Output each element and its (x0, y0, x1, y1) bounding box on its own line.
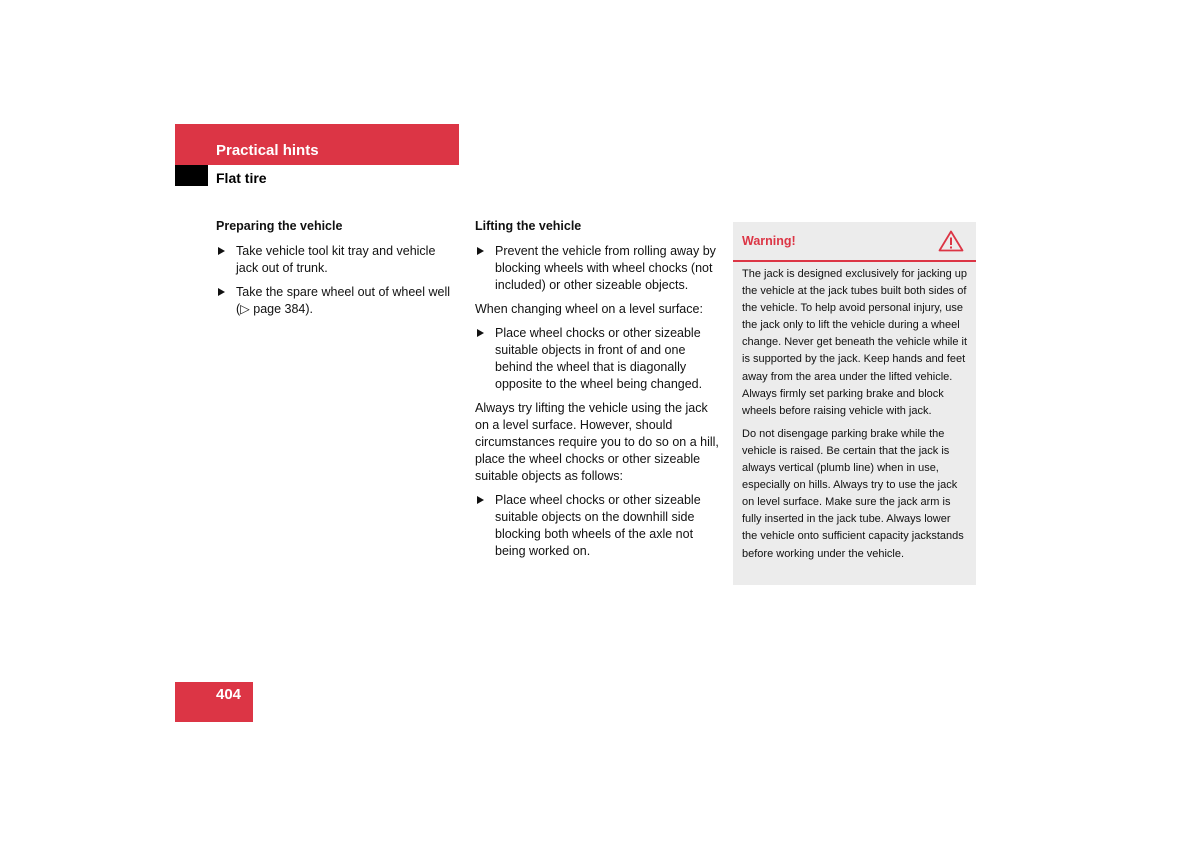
subsection-title: Flat tire (216, 170, 267, 186)
warning-header (733, 222, 976, 262)
bullet-text: Place wheel chocks or other sizeable suitable objects on the downhill side blocking both wheels of the axle not being worked on. (495, 493, 701, 558)
bullet-arrow-icon (477, 329, 484, 337)
warning-triangle-icon (938, 230, 964, 252)
bullet-text: Place wheel chocks or other sizeable suitable objects in front of and one behind the wheel that is diagonally opposite to the wheel being changed. (495, 326, 703, 391)
section-title: Practical hints (216, 142, 319, 159)
page-number: 404 (216, 686, 242, 703)
bullet-arrow-icon (477, 247, 484, 255)
bullet-text: Take vehicle tool kit tray and vehicle jack out of trunk. (236, 244, 436, 275)
list-item (475, 325, 720, 393)
preparing-heading: Preparing the vehicle (216, 219, 343, 233)
list-item (216, 284, 461, 318)
subsection-marker (175, 165, 208, 186)
paragraph: When changing wheel on a level surface: (475, 302, 703, 316)
warning-title: Warning! (742, 234, 796, 248)
warning-body (733, 262, 976, 563)
bullet-arrow-icon (477, 496, 484, 504)
list-item (475, 492, 720, 560)
list-item (475, 243, 720, 294)
bullet-arrow-icon (218, 288, 225, 296)
bullet-text: Prevent the vehicle from rolling away by blocking wheels with wheel chocks (not included) or other sizeable objects. (495, 244, 716, 292)
warning-box (733, 222, 976, 585)
middle-column (475, 218, 720, 567)
list-item (216, 243, 461, 277)
warning-paragraph: Do not disengage parking brake while the vehicle is raised. Be certain that the jack is always vertical (plumb line) when in use, especially on hills. Always try to use the jack on level surface. Make sure the jack arm is fully inserted in the jack tube. Always lower the vehicle onto sufficient capacity jackstands before working under the vehicle. (742, 427, 964, 560)
left-column (216, 218, 461, 325)
bullet-text: Take the spare wheel out of wheel well (▷ page 384). (236, 285, 451, 316)
lifting-heading: Lifting the vehicle (475, 219, 582, 233)
paragraph: Always try lifting the vehicle using the jack on a level surface. However, should circumstances require you to do so on a hill, place the wheel chocks or other sizeable suitable objects as follows: (475, 401, 719, 483)
bullet-arrow-icon (218, 247, 225, 255)
page-number-box (175, 682, 253, 722)
warning-paragraph: The jack is designed exclusively for jacking up the vehicle at the jack tubes built both sides of the vehicle. To help avoid personal injury, use the jack only to lift the vehicle during a wheel change. Never get beneath the vehicle while it is supported by the jack. Keep hands and feet away from the area under the lifted vehicle. Always firmly set parking brake and block wheels before raising vehicle with jack. (742, 268, 968, 417)
